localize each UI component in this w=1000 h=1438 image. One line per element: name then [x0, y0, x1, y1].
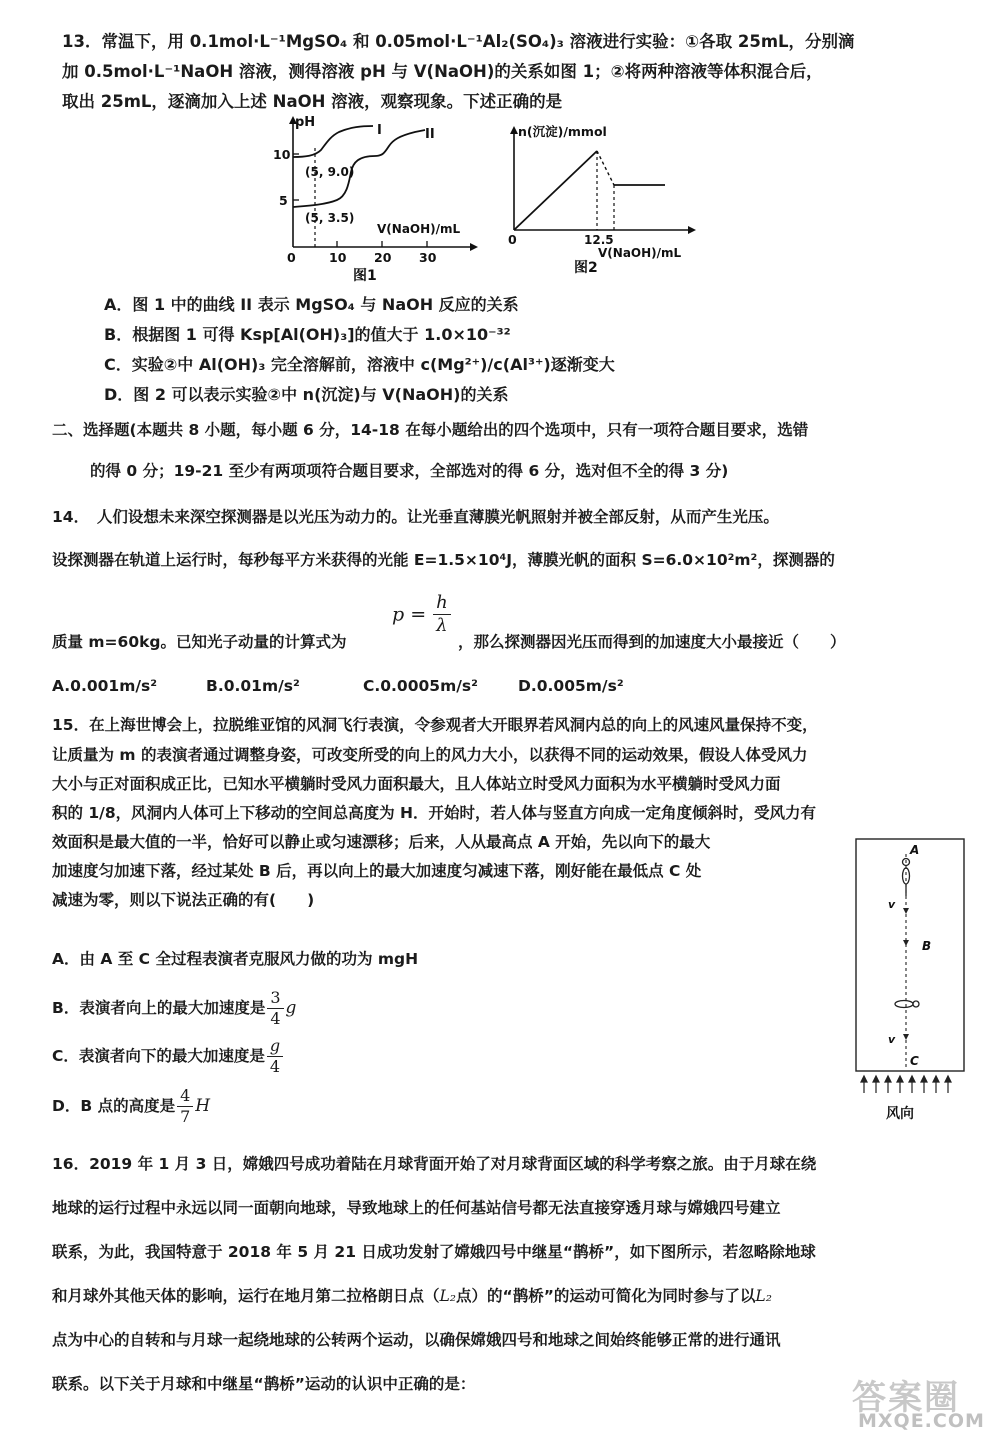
fig1-xlabel: V(NaOH)/mL — [377, 222, 461, 236]
q15-option-c-den: 4 — [269, 1057, 281, 1076]
q15-option-c — [52, 1038, 285, 1075]
q16-line4-mid: 点）的“鹊桥”的运动可简化为同时参与了以 — [456, 1287, 756, 1305]
label-v-top: v — [888, 898, 896, 911]
fig1-xtick-20: 20 — [374, 250, 392, 265]
q13-line3: 取出 25mL，逐滴加入上述 NaOH 溶液，观察现象。下述正确的是 — [62, 92, 563, 111]
fig1-xtick-10: 10 — [329, 250, 347, 265]
fig2-rising-line — [514, 151, 597, 230]
q15-option-b — [52, 990, 296, 1027]
figure-2-precipitate — [500, 118, 700, 283]
fig2-xlabel: V(NaOH)/mL — [598, 246, 682, 260]
q15-line4: 积的 1/8，风洞内人体可上下移动的空间总高度为 H．开始时，若人体与竖直方向成一定角度倾斜时，受风力有 — [52, 804, 816, 822]
wind-tunnel-figure — [846, 836, 976, 1126]
q14-line1: 14． 人们设想未来深空探测器是以光压为动力的。让光垂直薄膜光帆照射并被全部反射，从而产生光压。 — [52, 508, 779, 526]
label-B: B — [922, 939, 932, 953]
q13-option-a: A．图 1 中的曲线 II 表示 MgSO₄ 与 NaOH 反应的关系 — [104, 295, 519, 314]
section2-line2: 的得 0 分；19-21 至少有两项项符合题目要求，全部选对的得 6 分，选对但不全的得 3 分) — [90, 462, 729, 480]
q15-option-b-var: g — [285, 998, 297, 1018]
q15-option-d-den: 7 — [180, 1107, 191, 1126]
label-A: A — [910, 843, 920, 857]
q13-option-b: B．根据图 1 可得 Ksp[Al(OH)₃]的值大于 1.0×10⁻³² — [104, 325, 511, 344]
q16-line5: 点为中心的自转和与月球一起绕地球的公转两个运动，以确保嫦娥四号和地球之间始终能够正常的进行通讯 — [52, 1331, 781, 1349]
q14-formula-num: h — [433, 594, 451, 615]
q15-option-c-text: C．表演者向下的最大加速度是 — [52, 1047, 265, 1065]
fig1-ytick-5: 5 — [279, 193, 288, 208]
q16-line2: 地球的运行过程中永远以同一面朝向地球，导致地球上的任何基站信号都无法直接穿透月球与嫦娥四号建立 — [52, 1199, 781, 1217]
fig1-xtick-30: 30 — [419, 250, 437, 265]
q14-option-d: D.0.005m/s² — [518, 677, 624, 695]
performer-upright-icon — [903, 859, 910, 897]
q15-line2: 让质量为 m 的表演者通过调整身姿，可改变所受的向上的风力大小，以获得不同的运动效果，假设人体受风力 — [52, 746, 808, 764]
q13-option-c: C．实验②中 Al(OH)₃ 完全溶解前，溶液中 c(Mg²⁺)/c(Al³⁺)逐渐变大 — [104, 355, 615, 374]
figure-1-ph-curve — [265, 112, 480, 287]
q16-line1: 16．2019 年 1 月 3 日，嫦娥四号成功着陆在月球背面开始了对月球背面区域的科学考察之旅。由于月球在绕 — [52, 1155, 817, 1173]
q13-line1: 13．常温下，用 0.1mol·L⁻¹MgSO₄ 和 0.05mol·L⁻¹Al₂(SO₄)₃ 溶液进行实验：①各取 25mL，分别滴 — [62, 32, 855, 51]
q15-option-b-den: 4 — [270, 1009, 281, 1028]
q16-line6: 联系。以下关于月球和中继星“鹊桥”运动的认识中正确的是： — [52, 1375, 476, 1393]
fig1-ylabel: pH — [295, 115, 316, 130]
fig2-ylabel: n(沉淀)/mmol — [518, 124, 607, 139]
q14-formula-lhs: p = — [392, 603, 427, 626]
q16-line4-pre: 和月球外其他天体的影响，运行在地月第二拉格朗日点（ — [52, 1287, 440, 1305]
fig1-label-I: I — [377, 123, 382, 138]
watermark-url: MXQE.COM — [858, 1410, 985, 1432]
fig1-point-2: (5, 3.5) — [305, 211, 355, 225]
fig1-label-II: II — [425, 127, 435, 142]
q15-line6: 加速度匀加速下落，经过某处 B 后，再以向上的最大加速度匀减速下落，刚好能在最低点 C 处 — [52, 862, 702, 880]
q15-line7: 减速为零，则以下说法正确的有( ) — [52, 891, 315, 909]
q15-option-c-num: g — [267, 1038, 283, 1057]
q15-option-a: A．由 A 至 C 全过程表演者克服风力做的功为 mgH — [52, 950, 419, 968]
q14-line2: 设探测器在轨道上运行时，每秒每平方米获得的光能 E=1.5×10⁴J，薄膜光帆的面积 S=6.0×10²m²，探测器的 — [52, 551, 835, 569]
q14-option-b: B.0.01m/s² — [206, 677, 300, 695]
watermark-logo: 答案圈 — [852, 1378, 960, 1418]
fig2-caption: 图2 — [574, 260, 598, 276]
q15-line5: 效面积是最大值的一半，恰好可以静止或匀速漂移；后来，人从最高点 A 开始，先以向下的最大 — [52, 833, 711, 851]
q13-line2: 加 0.5mol·L⁻¹NaOH 溶液，测得溶液 pH 与 V(NaOH)的关系如图 1；②将两种溶液等体积混合后， — [62, 62, 823, 81]
q14-formula — [392, 594, 453, 635]
q14-line3-post: ，那么探测器因光压而得到的加速度大小最接近（ ） — [458, 633, 846, 651]
wind-direction-caption: 风向 — [886, 1106, 914, 1122]
wind-arrows-icon — [861, 1076, 951, 1093]
fig1-caption: 图1 — [353, 268, 377, 284]
q15-option-b-num: 3 — [267, 990, 283, 1009]
q15-option-d-text: D．B 点的高度是 — [52, 1097, 176, 1115]
fig1-ytick-10: 10 — [273, 147, 291, 162]
q13-option-d: D．图 2 可以表示实验②中 n(沉淀)与 V(NaOH)的关系 — [104, 385, 509, 404]
q14-formula-den: λ — [436, 615, 448, 636]
q14-option-a: A.0.001m/s² — [52, 677, 158, 695]
q15-option-d — [52, 1088, 210, 1125]
fig1-point-1: (5, 9.0) — [305, 165, 355, 179]
q15-option-d-var: H — [195, 1096, 211, 1116]
fig1-xtick-0: 0 — [287, 250, 296, 265]
q16-line3: 联系，为此，我国特意于 2018 年 5 月 21 日成功发射了嫦娥四号中继星“鹊桥”，如下图所示，若忽略除地球 — [52, 1243, 816, 1261]
q14-formula-fraction — [433, 594, 451, 635]
q15-option-b-text: B．表演者向上的最大加速度是 — [52, 999, 266, 1017]
fig1-curve-I — [293, 126, 373, 157]
q14-line3-pre: 质量 m=60kg。已知光子动量的计算式为 — [52, 633, 347, 651]
q15-line3: 大小与正对面积成正比，已知水平横躺时受风力面积最大，且人体站立时受风力面积为水平横躺时受风力面 — [52, 775, 781, 793]
fig2-origin: 0 — [508, 232, 517, 247]
q15-option-d-num: 4 — [177, 1088, 193, 1107]
label-C: C — [910, 1054, 919, 1068]
q14-option-c: C.0.0005m/s² — [363, 677, 478, 695]
performer-horizontal-icon — [895, 1001, 919, 1008]
section2-line1: 二、选择题(本题共 8 小题，每小题 6 分，14-18 在每小题给出的四个选项中，只有一项符合题目要求，选错 — [52, 421, 809, 439]
q16-line4 — [52, 1284, 772, 1306]
q16-L2-a: L₂ — [439, 1287, 457, 1305]
q16-L2-b: L₂ — [755, 1287, 772, 1305]
q15-line1: 15．在上海世博会上，拉脱维亚馆的风洞飞行表演，令参观者大开眼界若风洞内总的向上的风速风量保持不变， — [52, 716, 818, 734]
label-v-bottom: v — [888, 1033, 896, 1046]
fig2-xtick-12.5: 12.5 — [584, 233, 614, 247]
